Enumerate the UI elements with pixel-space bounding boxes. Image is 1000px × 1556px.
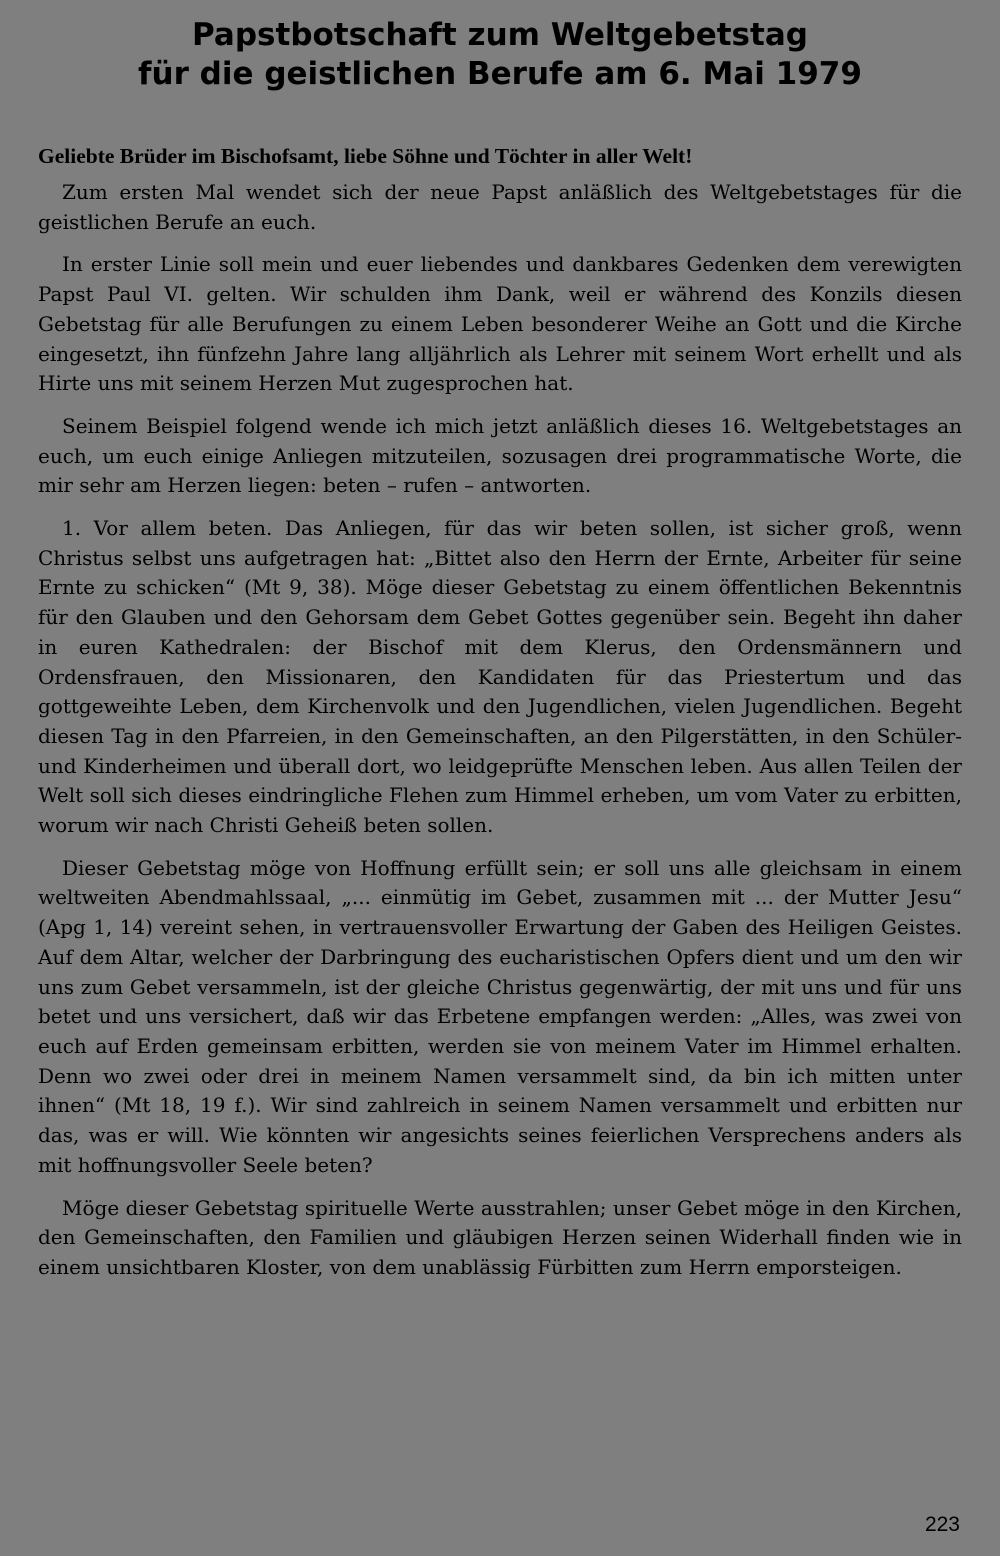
paragraph-4: 1. Vor allem beten. Das Anliegen, für das wir beten sollen, ist sicher groß, wenn Christus selbst uns aufgetragen hat: „Bittet also den Herrn der Ernte, Arbeiter für seine Ernte zu schicken“ (Mt 9, 38). Möge dieser Gebetstag zu einem öffentlichen Bekenntnis für den Glauben und den Gehorsam dem Gebet Gottes gegenüber sein. Begeht ihn daher in euren Kathedralen: der Bischof mit dem Klerus, den Ordensmännern und Ordensfrauen, den Missionaren, den Kandidaten für das Priestertum und das gottgeweihte Leben, dem Kirchenvolk und den Jugendlichen, vielen Jugendlichen. Begeht diesen Tag in den Pfarreien, in den Gemeinschaften, an den Pilgerstätten, in den Schüler- und Kinderheimen und überall dort, wo leidgeprüfte Menschen leben. Aus allen Teilen der Welt soll sich dieses eindringliche Flehen zum Himmel erheben, um vom Vater zu erbitten, worum wir nach Christi Geheiß beten sollen. (38, 516, 962, 838)
page-title (38, 16, 962, 94)
paragraph-3: Seinem Beispiel folgend wende ich mich jetzt anläßlich dieses 16. Weltgebetstages an euch, um euch einige Anliegen mitzuteilen, sozusagen drei programmatische Worte, die mir sehr am Herzen liegen: beten – rufen – antworten. (38, 413, 962, 498)
title-line-2: für die geistlichen Berufe am 6. Mai 1979 (138, 56, 862, 92)
paragraph-1: Zum ersten Mal wendet sich der neue Papst anläßlich des Weltgebetstages für die geistlichen Berufe an euch. (38, 180, 962, 234)
paragraph-6: Möge dieser Gebetstag spirituelle Werte ausstrahlen; unser Gebet möge in den Kirchen, den Gemeinschaften, den Familien und gläubigen Herzen seinen Widerhall finden wie in einem unsichtbaren Kloster, von dem unablässig Fürbitten zum Herrn emporsteigen. (38, 1195, 962, 1279)
page-number: 223 (924, 1513, 960, 1536)
paragraph-5: Dieser Gebetstag möge von Hoffnung erfüllt sein; er soll uns alle gleichsam in einem weltweiten Abendmahlssaal, „... einmütig im Gebet, zusammen mit ... der Mutter Jesu“ (Apg 1, 14) vereint sehen, in vertrauensvoller Erwartung der Gaben des Heiligen Geistes. Auf dem Altar, welcher der Darbringung des eucharistischen Opfers dient und um den wir uns zum Gebet versammeln, ist der gleiche Christus gegenwärtig, der mit uns und für uns betet und uns versichert, daß wir das Erbetene empfangen werden: „Alles, was zwei von euch auf Erden gemeinsam erbitten, werden sie von meinem Vater im Himmel erhalten. Denn wo zwei oder drei in meinem Namen versammelt sind, da bin ich mitten unter ihnen“ (Mt 18, 19 f.). Wir sind zahlreich in seinem Namen versammelt und erbitten nur das, was er will. Wie könnten wir angesichts seines feierlichen Versprechens anders als mit hoffnungsvoller Seele beten? (38, 855, 962, 1177)
paragraph-2: In erster Linie soll mein und euer liebendes und dankbares Gedenken dem verewigten Papst Paul VI. gelten. Wir schulden ihm Dank, weil er während des Konzils diesen Gebetstag für alle Berufungen zu einem Leben besonderer Weihe an Gott und die Kirche eingesetzt, ihn fünfzehn Jahre lang alljährlich als Lehrer mit seinem Wort erhellt und als Hirte uns mit seinem Herzen Mut zugesprochen hat. (38, 252, 962, 396)
salutation: Geliebte Brüder im Bischofsamt, liebe Söhne und Töchter in aller Welt! (38, 144, 693, 168)
title-line-1: Papstbotschaft zum Weltgebetstag (192, 17, 808, 53)
body-text (38, 178, 962, 1283)
